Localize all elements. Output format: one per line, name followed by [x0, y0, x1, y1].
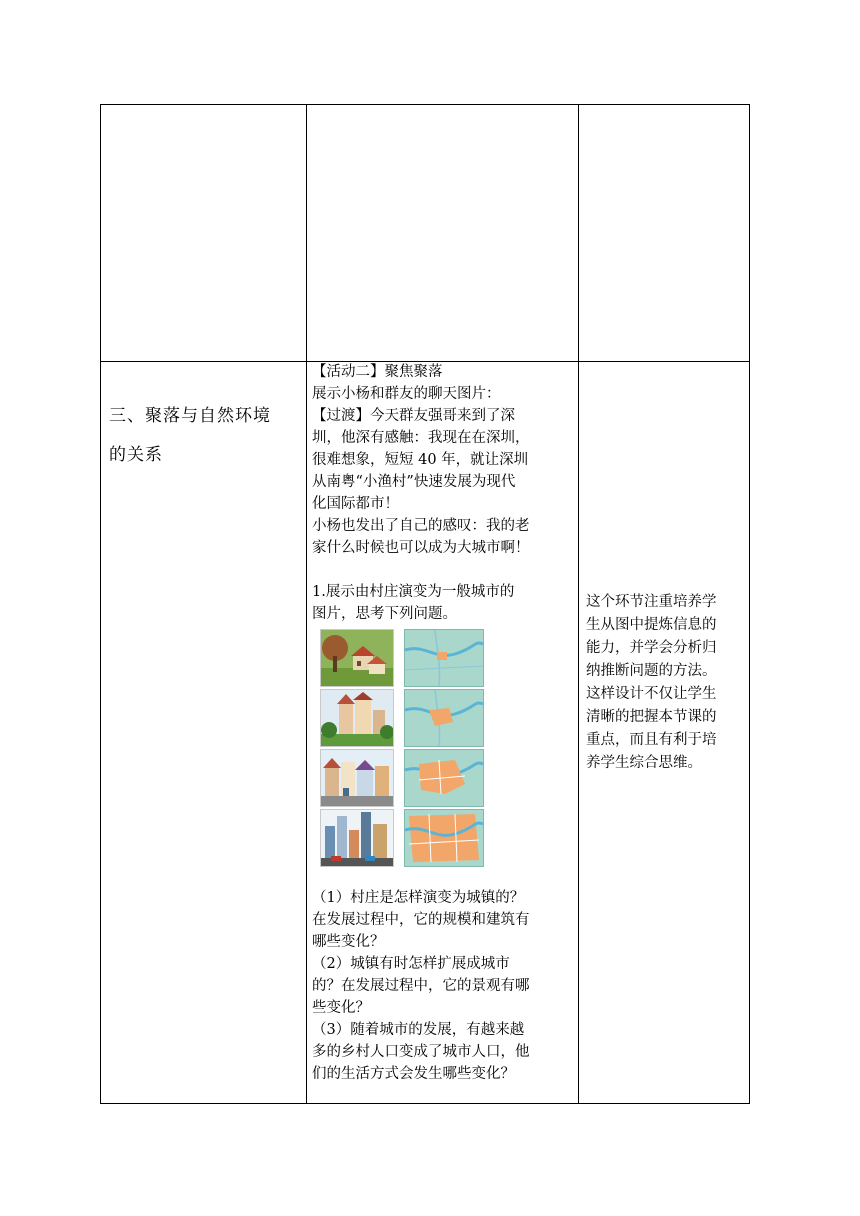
settlement-map-stage-3: [404, 749, 484, 807]
village-to-city-images: [320, 629, 490, 867]
design-intent: 这个环节注重培养学 生从图中提炼信息的 能力，并学会分析归 纳推断问题的方法。 这样设计不仅让学生 清晰的把握本节课的 重点，而且有利于培 养学生综合思维。: [586, 594, 717, 771]
column-divider: [306, 105, 307, 1103]
village-illustration: [320, 629, 394, 687]
section-title: 三、聚落与自然环境 的关系: [109, 406, 271, 465]
settlement-map-stage-2: [404, 689, 484, 747]
lesson-table: [100, 104, 750, 1104]
activity-content: 【活动二】聚焦聚落 展示小杨和群友的聊天图片： 【过渡】今天群友强哥来到了深 圳，他深有感触：我现在在深圳， 很难想象，短短 40 年，就让深圳 从南粤“小渔村”快速发展为现代 化国际都市！ 小杨也发出了自己的感叹：我的老 家什么时候也可以成为大城市啊！ 1.展示由村庄演变为一般城市的 图片，思考下列问题。 （1）村庄是怎样演变为城镇的？ 在发展过程中，它的规模和建筑有 哪些变化？ （2）城镇有时怎样扩展成城市 的？在发展过程中，它的景观有哪 些变化？ （3）随着城市的发展，有越来越 多的乡村人口变成了城市人口，他 们的生活方式会发生哪些变化？: [312, 361, 572, 1085]
column-divider: [578, 105, 579, 1103]
city-illustration: [320, 809, 394, 867]
town-illustration: [320, 689, 394, 747]
activity-heading: 【活动二】聚焦聚落: [312, 364, 443, 380]
settlement-map-stage-4: [404, 809, 484, 867]
small-city-illustration: [320, 749, 394, 807]
settlement-map-stage-1: [404, 629, 484, 687]
